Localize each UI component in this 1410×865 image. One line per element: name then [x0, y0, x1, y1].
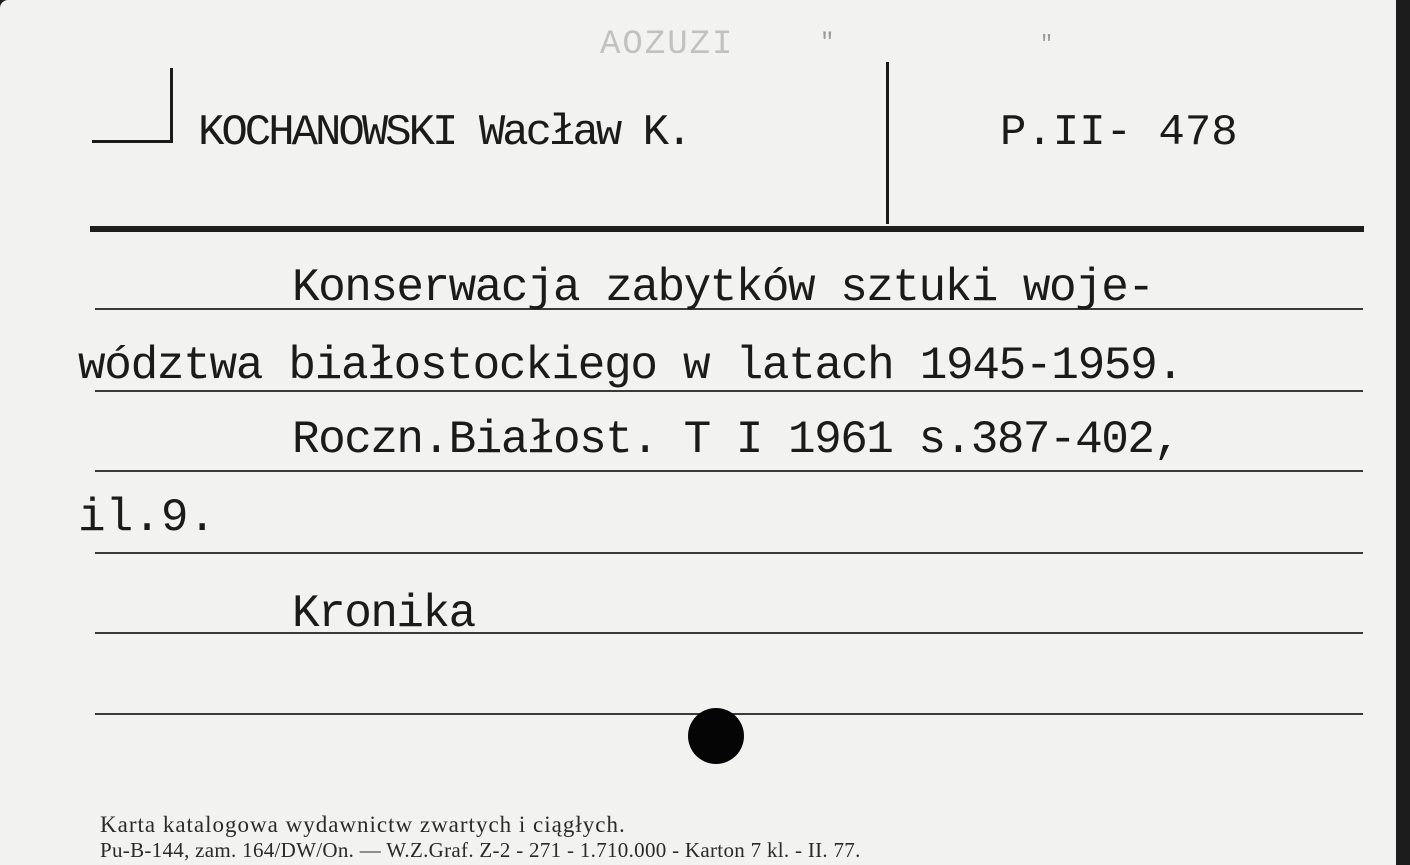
source-line-1: Roczn.Białost. T I 1961 s.387-402,	[292, 414, 1180, 466]
faint-stamp: AOZUZI	[600, 26, 735, 64]
rule-3	[95, 470, 1363, 472]
punch-hole	[688, 708, 744, 764]
source-line-2: il.9.	[78, 492, 217, 544]
header-rule	[90, 226, 1364, 232]
corner-mark-vertical	[170, 68, 173, 143]
author-name: KOCHANOWSKI Wacław K.	[198, 108, 690, 158]
rule-4	[95, 552, 1363, 554]
title-line-1: Konserwacja zabytków sztuki woje-	[292, 262, 1154, 314]
corner-mark	[92, 140, 172, 143]
faint-marks: "	[820, 30, 835, 57]
rule-5	[95, 632, 1363, 634]
header-divider	[886, 62, 889, 224]
title-line-2: wództwa białostockiego w latach 1945-1959.	[78, 340, 1183, 392]
footer-line-1: Karta katalogowa wydawnictw zwartych i ciągłych.	[100, 812, 626, 837]
footer-line-2: Pu-B-144, zam. 164/DW/On. — W.Z.Graf. Z-2 - 271 - 1.710.000 - Karton 7 kl. - II. 77.	[100, 838, 861, 862]
call-number: P.II- 478	[1000, 108, 1238, 158]
subject-heading: Kronika	[292, 588, 475, 640]
faint-marks-right: "	[1040, 32, 1054, 57]
